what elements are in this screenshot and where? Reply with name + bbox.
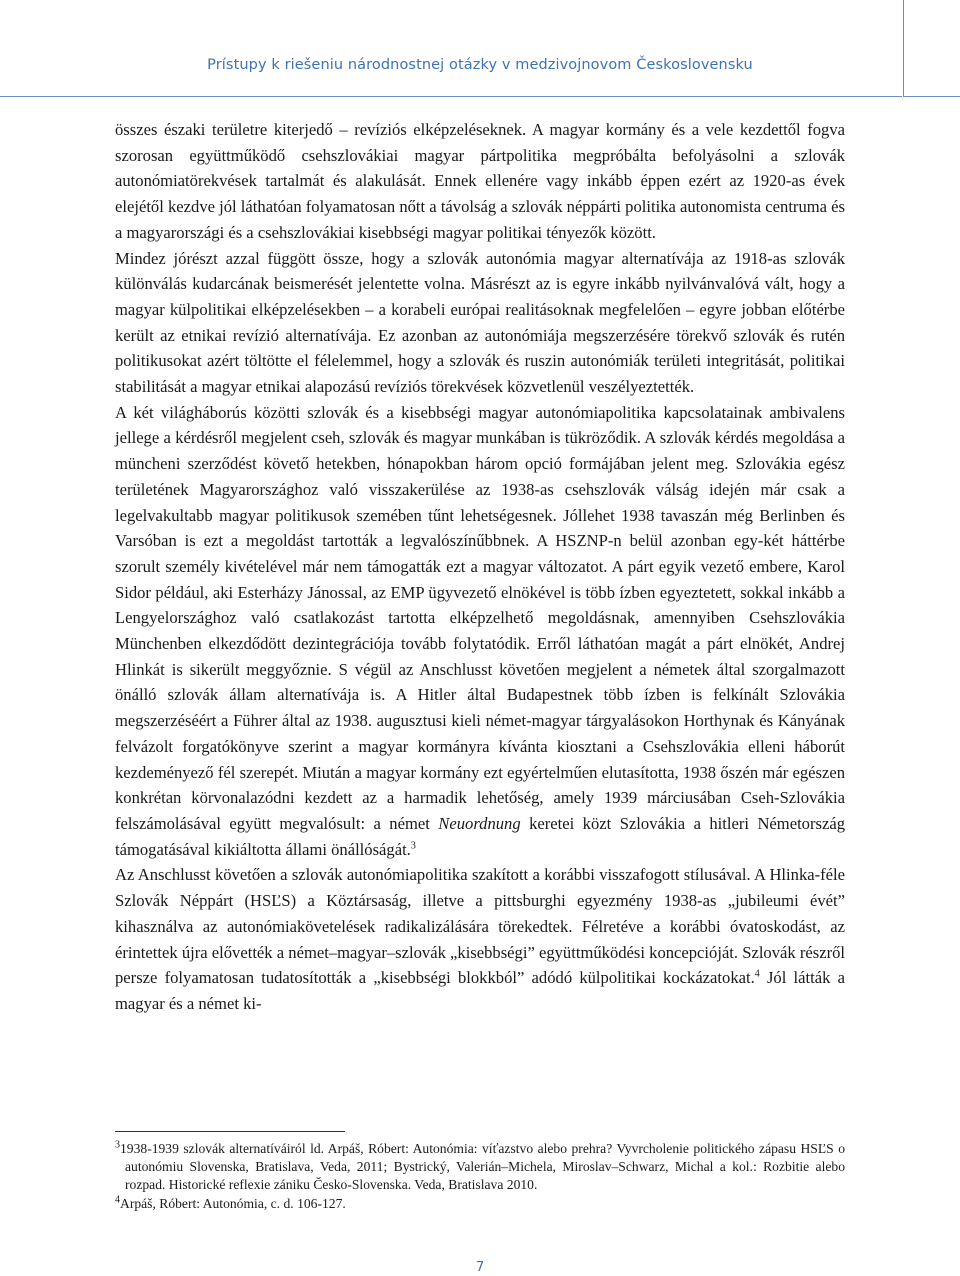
body-text: [115, 117, 845, 1017]
footnote-ref-4[interactable]: 4: [754, 968, 760, 980]
footnote-3: [115, 1140, 845, 1195]
footnote-ref-3[interactable]: 3: [410, 840, 416, 852]
header-right-block: [903, 0, 960, 97]
footnote-number: 4: [115, 1194, 120, 1206]
footnote-text: Arpáš, Róbert: Autonómia, c. d. 106-127.: [120, 1195, 346, 1211]
page-header: [0, 0, 960, 100]
paragraph-2: Mindez jórészt azzal függött össze, hogy a szlovák autonómia magyar alternatívája az 1918-as szlovák különválás kudarcának beismerését jelentette volna. Másrészt az is egyre inkább nyilvánvalóvá vált, hogy a magyar külpolitikai elképzelésekben – a korabeli európai realitásoknak megfelelően – egyre jobban előtérbe került az etnikai revízió alternatívája. Ez azonban az autonómiája megszerzésére törekvő szlovák és rutén politikusokat azért töltötte el félelemmel, hogy a szlovák és ruszin autonómiák területi integritását, politikai stabilitását a magyar etnikai alapozású revíziós törekvések közvetlenül veszélyeztették.: [115, 248, 845, 397]
footnote-separator: [115, 1131, 345, 1132]
paragraph-4-tail: Jól látták a magyar és a német ki-: [115, 968, 845, 1013]
page-number: 7: [475, 1259, 485, 1275]
footnote-number: 3: [115, 1139, 120, 1151]
footnote-4: [115, 1195, 845, 1213]
footnotes: [115, 1140, 845, 1213]
header-center-block: [30, 0, 902, 97]
paragraph-3: [115, 400, 845, 863]
paragraph-4-text: Az Anschlusst követően a szlovák autonómiapolitika szakított a korábbi visszafogott stílusával. A Hlinka-féle Szlovák Néppárt (HSĽS) a Köztársaság, illetve a pittsburghi egyezmény 1938-as „jubileumi évét” kihasználva az autonómiakövetelések radikalizálására törekedtek. Félretéve a korábbi óvatoskodást, az érintettek újra elővették a német–magyar–szlovák „kisebbségi” együttműködési koncepcióját. Szlovák részről persze folyamatosan tudatosították a „kisebbségi blokkból” adódó külpolitikai kockázatokat.: [115, 865, 845, 988]
running-title: Prístupy k riešeniu národnostnej otázky v medzivojnovom Československu: [207, 57, 753, 73]
paragraph-3-end: keretei közt Szlovákia a hitleri Németország támogatásával kikiáltotta állami önállóságát.: [115, 813, 845, 859]
paragraph-3-text: A két világháborús közötti szlovák és a kisebbségi magyar autonómiapolitika kapcsolatainak ambivalens jellege a kérdésről megjelent cseh, szlovák és magyar munkában is tükröződik. A szlovák kérdés megoldása a müncheni szerződést követő hetekben, hónapokban három opció formájában jelent meg. Szlovákia egész területének Magyarországhoz való visszakerülése az 1938-as csehszlovák válság idején már csak a legelvakultabb magyar politikusok szemében tűnt lehetségesnek. Jóllehet 1938 tavaszán még Berlinben és Varsóban is ezt a megoldást tartották a legvalószínűbbnek. A HSZNP-n belül azonban egy-két háttérbe szorult személy kivételével már nem támogatták ezt a magyar változatot. A párt egyik vezető embere, Karol Sidor például, aki Esterházy Jánossal, az EMP ügyvezető elnökével is több ízben egyeztetett, sokkal inkább a Lengyelországhoz való csatlakozást tartotta elképzelhető megoldásnak, amennyiben Csehszlovákia Münchenben elkezdődött dezintegrációja tovább folytatódik. Erről láthatóan magát a párt elnökét, Andrej Hlinkát is sikerült meggyőznie. S végül az Anschlusst követően megjelent a németek által szorgalmazott önálló szlovák állam alternatívája is. A Hitler által Budapestnek több ízben is felkínált Szlovákia megszerzéséért a Führer által az 1938. augusztusi kieli német-magyar tárgyalásokon Horthynak és Kányának felvázolt forgatókönyve szerint a magyar kormányra kívánta kiosztani a Csehszlovákia elleni háborút kezdeményező fél szerepét. Miután a magyar kormány ezt egyértelműen elutasította, 1938 őszén már egészen konkrétan körvonalazódni kezdett az a harmadik lehetőség, amely 1939 márciusában Cseh-Szlovákia felszámolásával együtt megvalósult: a német: [115, 402, 845, 833]
paragraph-1: összes északi területre kiterjedő – revíziós elképzeléseknek. A magyar kormány és a vele kezdettől fogva szorosan együttműködő csehszlovákiai magyar pártpolitika megpróbálta befolyásolni a szlovák autonómiatörekvések tartalmát és alakulását. Ennek ellenére vagy inkább éppen ezért az 1920-as évek elejétől kezdve jól láthatóan folyamatosan nőtt a távolság a szlovák néppárti politika autonomista centruma és a magyarországi és a csehszlovákiai kisebbségi magyar politikai tényezők között.: [115, 120, 845, 242]
paragraph-4: [115, 862, 845, 1016]
footnote-text: 1938-1939 szlovák alternatíváiról ld. Arpáš, Róbert: Autonómia: víťazstvo alebo prehra? Vyvrcholenie politického zápasu HSĽS o autonómiu Slovenska, Bratislava, Veda, 2011; Bystrický, Valerián–Michela, Miroslav–Schwarz, Michal a kol.: Rozbitie alebo rozpad. Historické reflexie zániku Česko-Slovenska. Veda, Bratislava 2010.: [120, 1141, 845, 1193]
header-left-block: [0, 0, 31, 97]
italic-term: Neuordnung: [438, 813, 521, 833]
